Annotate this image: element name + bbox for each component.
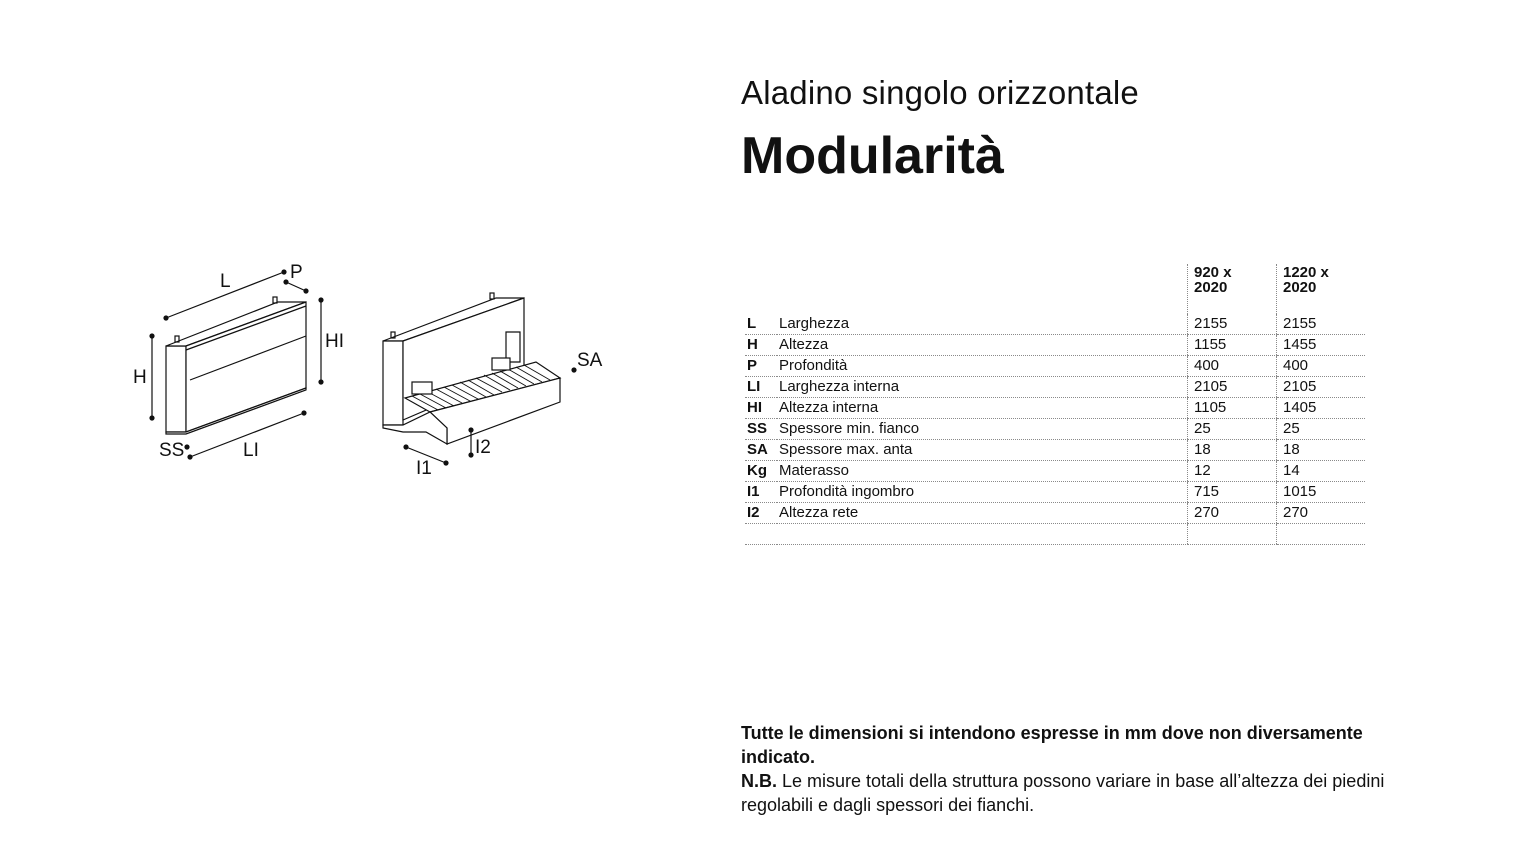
row-label: Profondità — [777, 356, 1188, 377]
row-value-920: 1105 — [1188, 398, 1277, 419]
row-label: Spessore max. anta — [777, 440, 1188, 461]
row-value-1220: 1455 — [1277, 335, 1366, 356]
table-row — [745, 503, 1365, 524]
row-value-920: 1155 — [1188, 335, 1277, 356]
row-value-920: 25 — [1188, 419, 1277, 440]
dim-label-H: H — [133, 367, 147, 388]
row-code: LI — [745, 377, 777, 398]
row-code: Kg — [745, 461, 777, 482]
table-row — [745, 377, 1365, 398]
dim-label-I2: I2 — [475, 437, 491, 458]
footer-notes — [741, 721, 1421, 817]
table-row — [745, 419, 1365, 440]
nb-label: N.B. — [741, 771, 777, 791]
technical-drawings — [0, 0, 700, 520]
table-row — [745, 461, 1365, 482]
row-value-920: 715 — [1188, 482, 1277, 503]
table-row — [745, 398, 1365, 419]
row-value-1220: 18 — [1277, 440, 1366, 461]
row-value-1220: 2155 — [1277, 314, 1366, 335]
dim-label-I1: I1 — [416, 458, 432, 479]
table-row — [745, 440, 1365, 461]
dim-label-LI: LI — [243, 440, 259, 461]
table-row — [745, 482, 1365, 503]
row-value-1220: 25 — [1277, 419, 1366, 440]
row-value-920: 2105 — [1188, 377, 1277, 398]
dim-label-HI: HI — [325, 331, 344, 352]
row-value-1220: 1015 — [1277, 482, 1366, 503]
row-code: SA — [745, 440, 777, 461]
table-row — [745, 356, 1365, 377]
row-label: Altezza — [777, 335, 1188, 356]
row-value-1220: 14 — [1277, 461, 1366, 482]
row-code: SS — [745, 419, 777, 440]
footer-units-note: Tutte le dimensioni si intendono espresse in mm dove non diversamente indicato. — [741, 723, 1363, 767]
row-value-1220: 2105 — [1277, 377, 1366, 398]
row-value-1220: 400 — [1277, 356, 1366, 377]
row-code: I2 — [745, 503, 777, 524]
dim-label-L: L — [220, 271, 231, 292]
dim-label-P: P — [290, 262, 303, 283]
dim-label-SA: SA — [577, 350, 603, 371]
dim-label-SS: SS — [159, 440, 185, 461]
row-label: Larghezza — [777, 314, 1188, 335]
nb-text: Le misure totali della struttura possono variare in base all’altezza dei piedini regolabili e dagli spessori dei fianchi. — [741, 771, 1385, 815]
row-value-920: 2155 — [1188, 314, 1277, 335]
row-code: P — [745, 356, 777, 377]
row-label: Larghezza interna — [777, 377, 1188, 398]
table-header-row — [745, 264, 1365, 314]
row-value-1220: 1405 — [1277, 398, 1366, 419]
column-header-920: 920 x 2020 — [1188, 264, 1277, 314]
row-value-920: 400 — [1188, 356, 1277, 377]
footer-nb-note — [741, 769, 1421, 817]
closed-bed-drawing — [150, 270, 323, 459]
row-code: I1 — [745, 482, 777, 503]
row-label: Spessore min. fianco — [777, 419, 1188, 440]
row-value-920: 270 — [1188, 503, 1277, 524]
row-value-920: 18 — [1188, 440, 1277, 461]
table-row — [745, 314, 1365, 335]
page-title: Modularità — [741, 127, 1004, 185]
column-header-1220: 1220 x 2020 — [1277, 264, 1366, 314]
table-blank-row — [745, 524, 1365, 545]
row-value-1220: 270 — [1277, 503, 1366, 524]
row-label: Altezza rete — [777, 503, 1188, 524]
row-label: Altezza interna — [777, 398, 1188, 419]
dimensions-table — [745, 264, 1365, 545]
table-row — [745, 335, 1365, 356]
row-code: L — [745, 314, 777, 335]
row-code: HI — [745, 398, 777, 419]
row-value-920: 12 — [1188, 461, 1277, 482]
row-label: Materasso — [777, 461, 1188, 482]
row-label: Profondità ingombro — [777, 482, 1188, 503]
row-code: H — [745, 335, 777, 356]
page-subtitle: Aladino singolo orizzontale — [741, 74, 1139, 111]
